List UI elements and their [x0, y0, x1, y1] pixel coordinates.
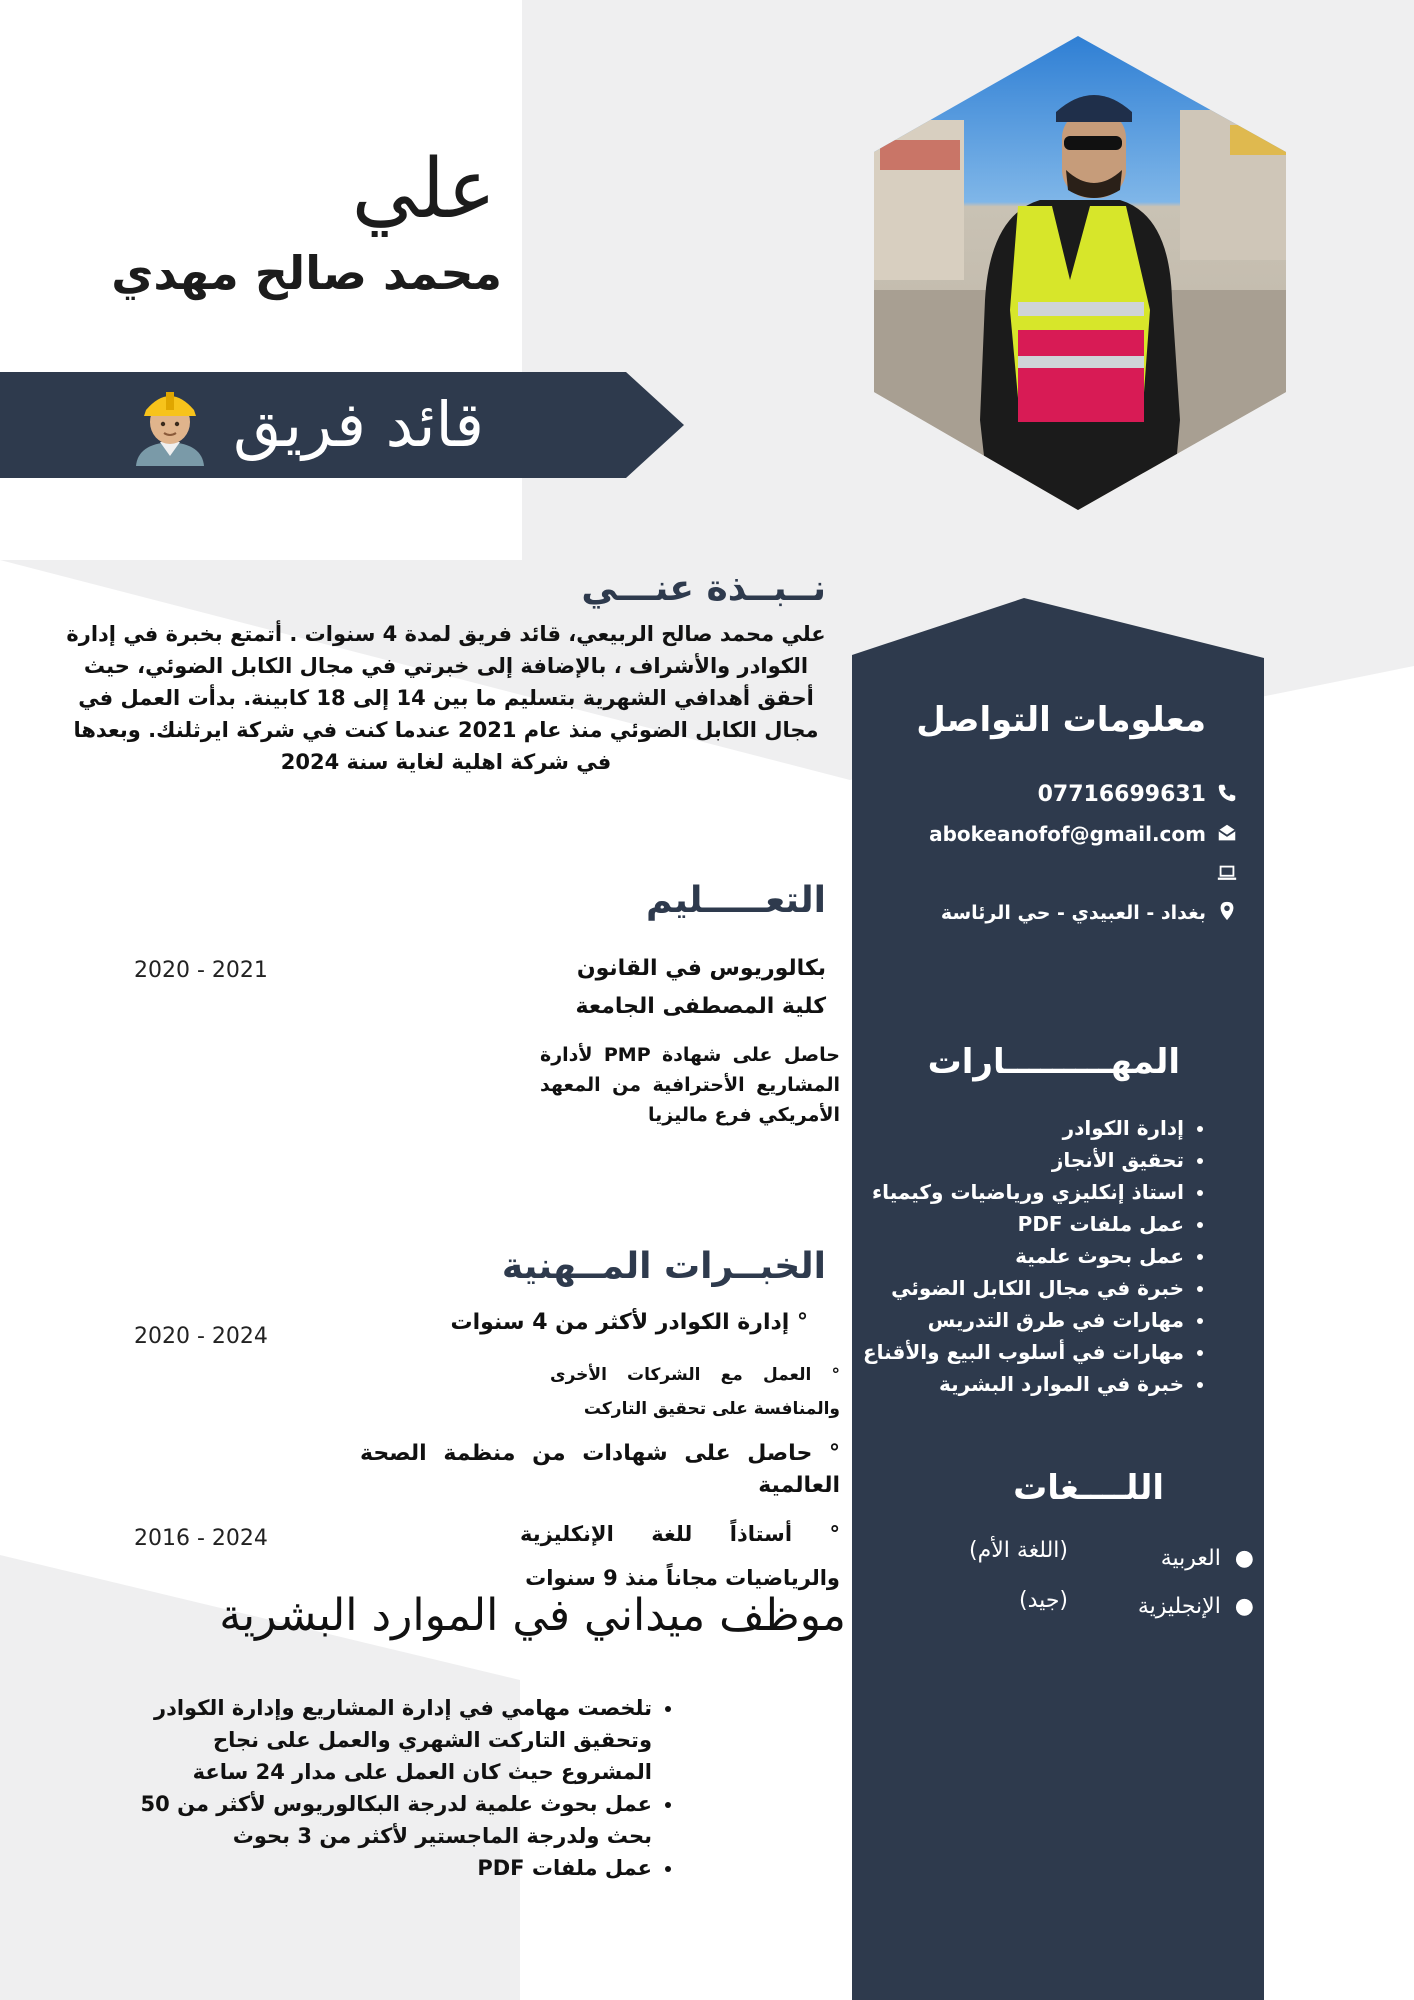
language-row-english [1138, 1594, 1254, 1619]
experience-item-2: ° العمل مع الشركات الأخرى والمنافسة على تحقيق التاركت [550, 1365, 840, 1419]
language-row-arabic [1161, 1546, 1254, 1571]
language-level: (جيد) [1019, 1588, 1068, 1613]
hr-bullet-3: • عمل ملفات PDF [132, 1852, 652, 1884]
skill-item: • استاذ إنكليزي ورياضيات وكيمياء [764, 1176, 1184, 1208]
education-date: 2020 - 2021 [134, 958, 268, 983]
email-address[interactable]: abokeanofof@gmail.com [929, 822, 1206, 846]
hr-bullet-1: • تلخصت مهامي في إدارة المشاريع وإدارة الكوادر وتحقيق التاركت الشهري والعمل على نجاح المشروع حيث كان العمل على مدار 24 ساعة [132, 1692, 652, 1788]
hr-bullets [132, 1692, 674, 1884]
skills-list [764, 1112, 1206, 1400]
experience-item-2-text: العمل مع الشركات الأخرى والمنافسة على تحقيق التاركت [550, 1365, 840, 1419]
language-level: (اللغة الأم) [969, 1538, 1068, 1563]
laptop-icon [1216, 862, 1238, 884]
experience-item-3: ° حاصل على شهادات من منظمة الصحة العالمية [360, 1441, 840, 1498]
phone-number[interactable]: 07716699631 [1037, 782, 1206, 807]
skill-item: • إدارة الكوادر [764, 1112, 1184, 1144]
skills-title: المهـــــــــارات [927, 1042, 1180, 1082]
job-title: قائد فريق [233, 388, 484, 461]
hr-job-title: موظف ميداني في الموارد البشرية [219, 1590, 846, 1641]
experience-item-1: ° إدارة الكوادر لأكثر من 4 سنوات [450, 1310, 808, 1335]
experience-item-4-text: أستاذاً للغة الإنكليزية والرياضيات مجاناً منذ 9 سنوات [520, 1522, 840, 1590]
languages-title: اللــــغات [1013, 1468, 1164, 1508]
skill-item: • عمل بحوث علمية [764, 1240, 1184, 1272]
first-name: علي [351, 142, 496, 237]
skill-item: • تحقيق الأنجاز [764, 1144, 1184, 1176]
skill-item: • خبرة في الموارد البشرية [764, 1368, 1184, 1400]
skill-item: • عمل ملفات PDF [764, 1208, 1184, 1240]
education-cert: حاصل على شهادة PMP لأدارة المشاريع الأحترافية من المعهد الأمريكي فرع ماليزيا [540, 1044, 840, 1126]
hr-bullet-2: • عمل بحوث علمية لدرجة البكالوريوس لأكثر من 50 بحث ولدرجة الماجستير لأكثر من 3 بحوث [132, 1788, 652, 1852]
experience-item-3-text: حاصل على شهادات من منظمة الصحة العالمية [360, 1441, 840, 1498]
bullet-dot: ● [1220, 1546, 1254, 1571]
last-name: محمد صالح مهدي [111, 246, 502, 300]
experience-date-2: 2016 - 2024 [134, 1526, 268, 1551]
about-title: نــبــذة عنـــي [581, 568, 826, 609]
contact-title: معلومات التواصل [916, 700, 1206, 740]
construction-worker-icon [132, 386, 208, 466]
experience-title: الخبــرات المــهنية [501, 1246, 826, 1287]
education-college: كلية المصطفى الجامعة [575, 994, 826, 1019]
experience-item-4: ° أستاذاً للغة الإنكليزية والرياضيات مجاناً منذ 9 سنوات [520, 1522, 840, 1590]
education-title: التعـــــليم [645, 880, 826, 921]
address: بغداد - العبيدي - حي الرئاسة [940, 902, 1206, 924]
experience-date-1: 2020 - 2024 [134, 1324, 268, 1349]
location-pin-icon [1216, 900, 1238, 922]
language-name: العربية [1160, 1546, 1221, 1571]
language-name: الإنجليزية [1137, 1594, 1221, 1619]
skill-item: • خبرة في مجال الكابل الضوئي [764, 1272, 1184, 1304]
mail-icon [1216, 822, 1238, 844]
about-text: علي محمد صالح الربيعي، قائد فريق لمدة 4 سنوات . أتمتع بخبرة في إدارة الكوادر والأشراف ، بالإضافة إلى خبرتي في مجال الكابل الضوئي، حيث أحقق أهدافي الشهرية بتسليم ما بين 14 إلى 18 كابينة. بدأت العمل في مجال الكابل الضوئي منذ عام 2021 عندما كنت في شركة ايرثلنك. وبعدها في شركة اهلية لغاية سنة 2024 [66, 622, 826, 774]
phone-icon [1216, 782, 1238, 804]
education-degree: بكالوريوس في القانون [576, 956, 826, 981]
experience-item-1-text: إدارة الكوادر لأكثر من 4 سنوات [450, 1310, 790, 1335]
skill-item: • مهارات في طرق التدريس [764, 1304, 1184, 1336]
skill-item: • مهارات في أسلوب البيع والأقناع [764, 1336, 1184, 1368]
bullet-dot: ● [1220, 1594, 1254, 1619]
